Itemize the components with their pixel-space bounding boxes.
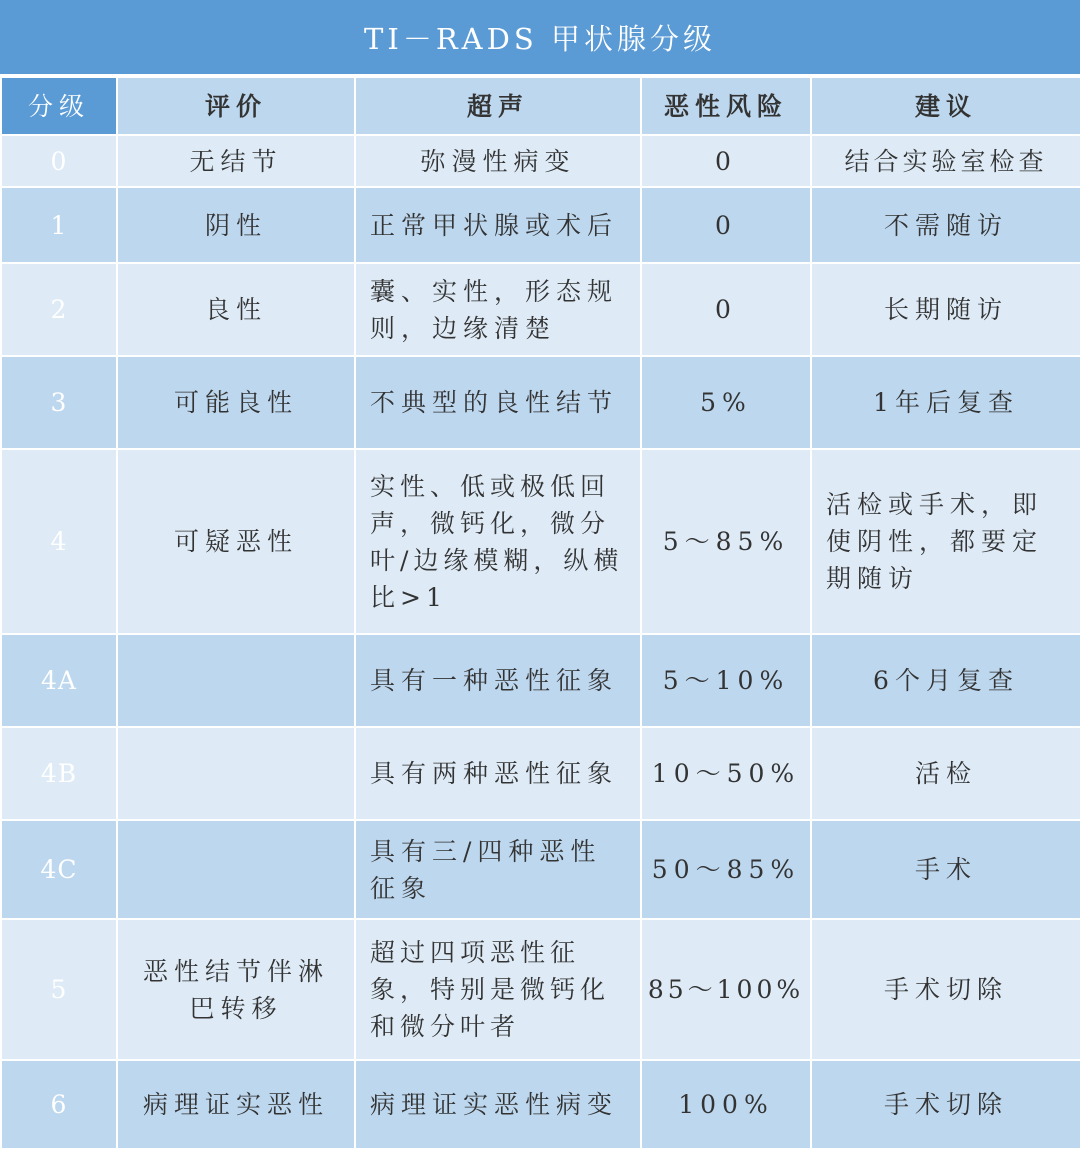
table-row: [1, 727, 1080, 820]
eval-cell: 阴性: [117, 187, 355, 263]
grade-cell: 4: [1, 449, 117, 634]
table-row: [1, 919, 1080, 1060]
ultrasound-cell: 具有一种恶性征象: [355, 634, 641, 727]
eval-cell: 恶性结节伴淋巴转移: [117, 919, 355, 1060]
advice-cell: 结合实验室检查: [811, 135, 1080, 187]
grade-cell: 5: [1, 919, 117, 1060]
risk-cell: 0: [641, 187, 811, 263]
ultrasound-cell: 正常甲状腺或术后: [355, 187, 641, 263]
advice-cell: 活检: [811, 727, 1080, 820]
table-row: [1, 1060, 1080, 1149]
table-row: [1, 820, 1080, 919]
eval-cell: 病理证实恶性: [117, 1060, 355, 1149]
risk-cell: 100%: [641, 1060, 811, 1149]
grade-cell: 6: [1, 1060, 117, 1149]
table-row: [1, 356, 1080, 449]
ti-rads-table: [0, 76, 1080, 1150]
risk-cell: 10～50%: [641, 727, 811, 820]
ultrasound-cell: 具有两种恶性征象: [355, 727, 641, 820]
ultrasound-cell: 具有三/四种恶性征象: [355, 820, 641, 919]
advice-cell: 手术: [811, 820, 1080, 919]
advice-cell: 长期随访: [811, 263, 1080, 356]
header-risk: 恶性风险: [641, 77, 811, 135]
header-grade: 分级: [1, 77, 117, 135]
table-row: [1, 634, 1080, 727]
advice-cell: 1年后复查: [811, 356, 1080, 449]
table-row: [1, 263, 1080, 356]
ultrasound-cell: 弥漫性病变: [355, 135, 641, 187]
grade-cell: 4B: [1, 727, 117, 820]
advice-cell: 手术切除: [811, 919, 1080, 1060]
table-row: [1, 135, 1080, 187]
grade-cell: 1: [1, 187, 117, 263]
risk-cell: 85～100%: [641, 919, 811, 1060]
eval-cell: 可能良性: [117, 356, 355, 449]
eval-cell: 无结节: [117, 135, 355, 187]
eval-cell: 可疑恶性: [117, 449, 355, 634]
eval-cell: [117, 820, 355, 919]
advice-cell: 手术切除: [811, 1060, 1080, 1149]
header-eval: 评价: [117, 77, 355, 135]
eval-cell: [117, 634, 355, 727]
advice-cell: 活检或手术，即使阴性，都要定期随访: [811, 449, 1080, 634]
header-row: [1, 77, 1080, 135]
advice-cell: 6个月复查: [811, 634, 1080, 727]
ultrasound-cell: 超过四项恶性征象，特别是微钙化和微分叶者: [355, 919, 641, 1060]
grade-cell: 0: [1, 135, 117, 187]
risk-cell: 5%: [641, 356, 811, 449]
eval-cell: 良性: [117, 263, 355, 356]
grade-cell: 2: [1, 263, 117, 356]
table-title: TI－RADS 甲状腺分级: [0, 0, 1080, 76]
risk-cell: 0: [641, 135, 811, 187]
eval-cell: [117, 727, 355, 820]
risk-cell: 5～10%: [641, 634, 811, 727]
ultrasound-cell: 病理证实恶性病变: [355, 1060, 641, 1149]
ultrasound-cell: 不典型的良性结节: [355, 356, 641, 449]
table-row: [1, 449, 1080, 634]
ultrasound-cell: 实性、低或极低回声，微钙化，微分叶/边缘模糊，纵横比>1: [355, 449, 641, 634]
grade-cell: 3: [1, 356, 117, 449]
grade-cell: 4C: [1, 820, 117, 919]
risk-cell: 50～85%: [641, 820, 811, 919]
ultrasound-cell: 囊、实性，形态规则，边缘清楚: [355, 263, 641, 356]
risk-cell: 5～85%: [641, 449, 811, 634]
table-row: [1, 187, 1080, 263]
grade-cell: 4A: [1, 634, 117, 727]
advice-cell: 不需随访: [811, 187, 1080, 263]
header-ultrasound: 超声: [355, 77, 641, 135]
header-advice: 建议: [811, 77, 1080, 135]
risk-cell: 0: [641, 263, 811, 356]
